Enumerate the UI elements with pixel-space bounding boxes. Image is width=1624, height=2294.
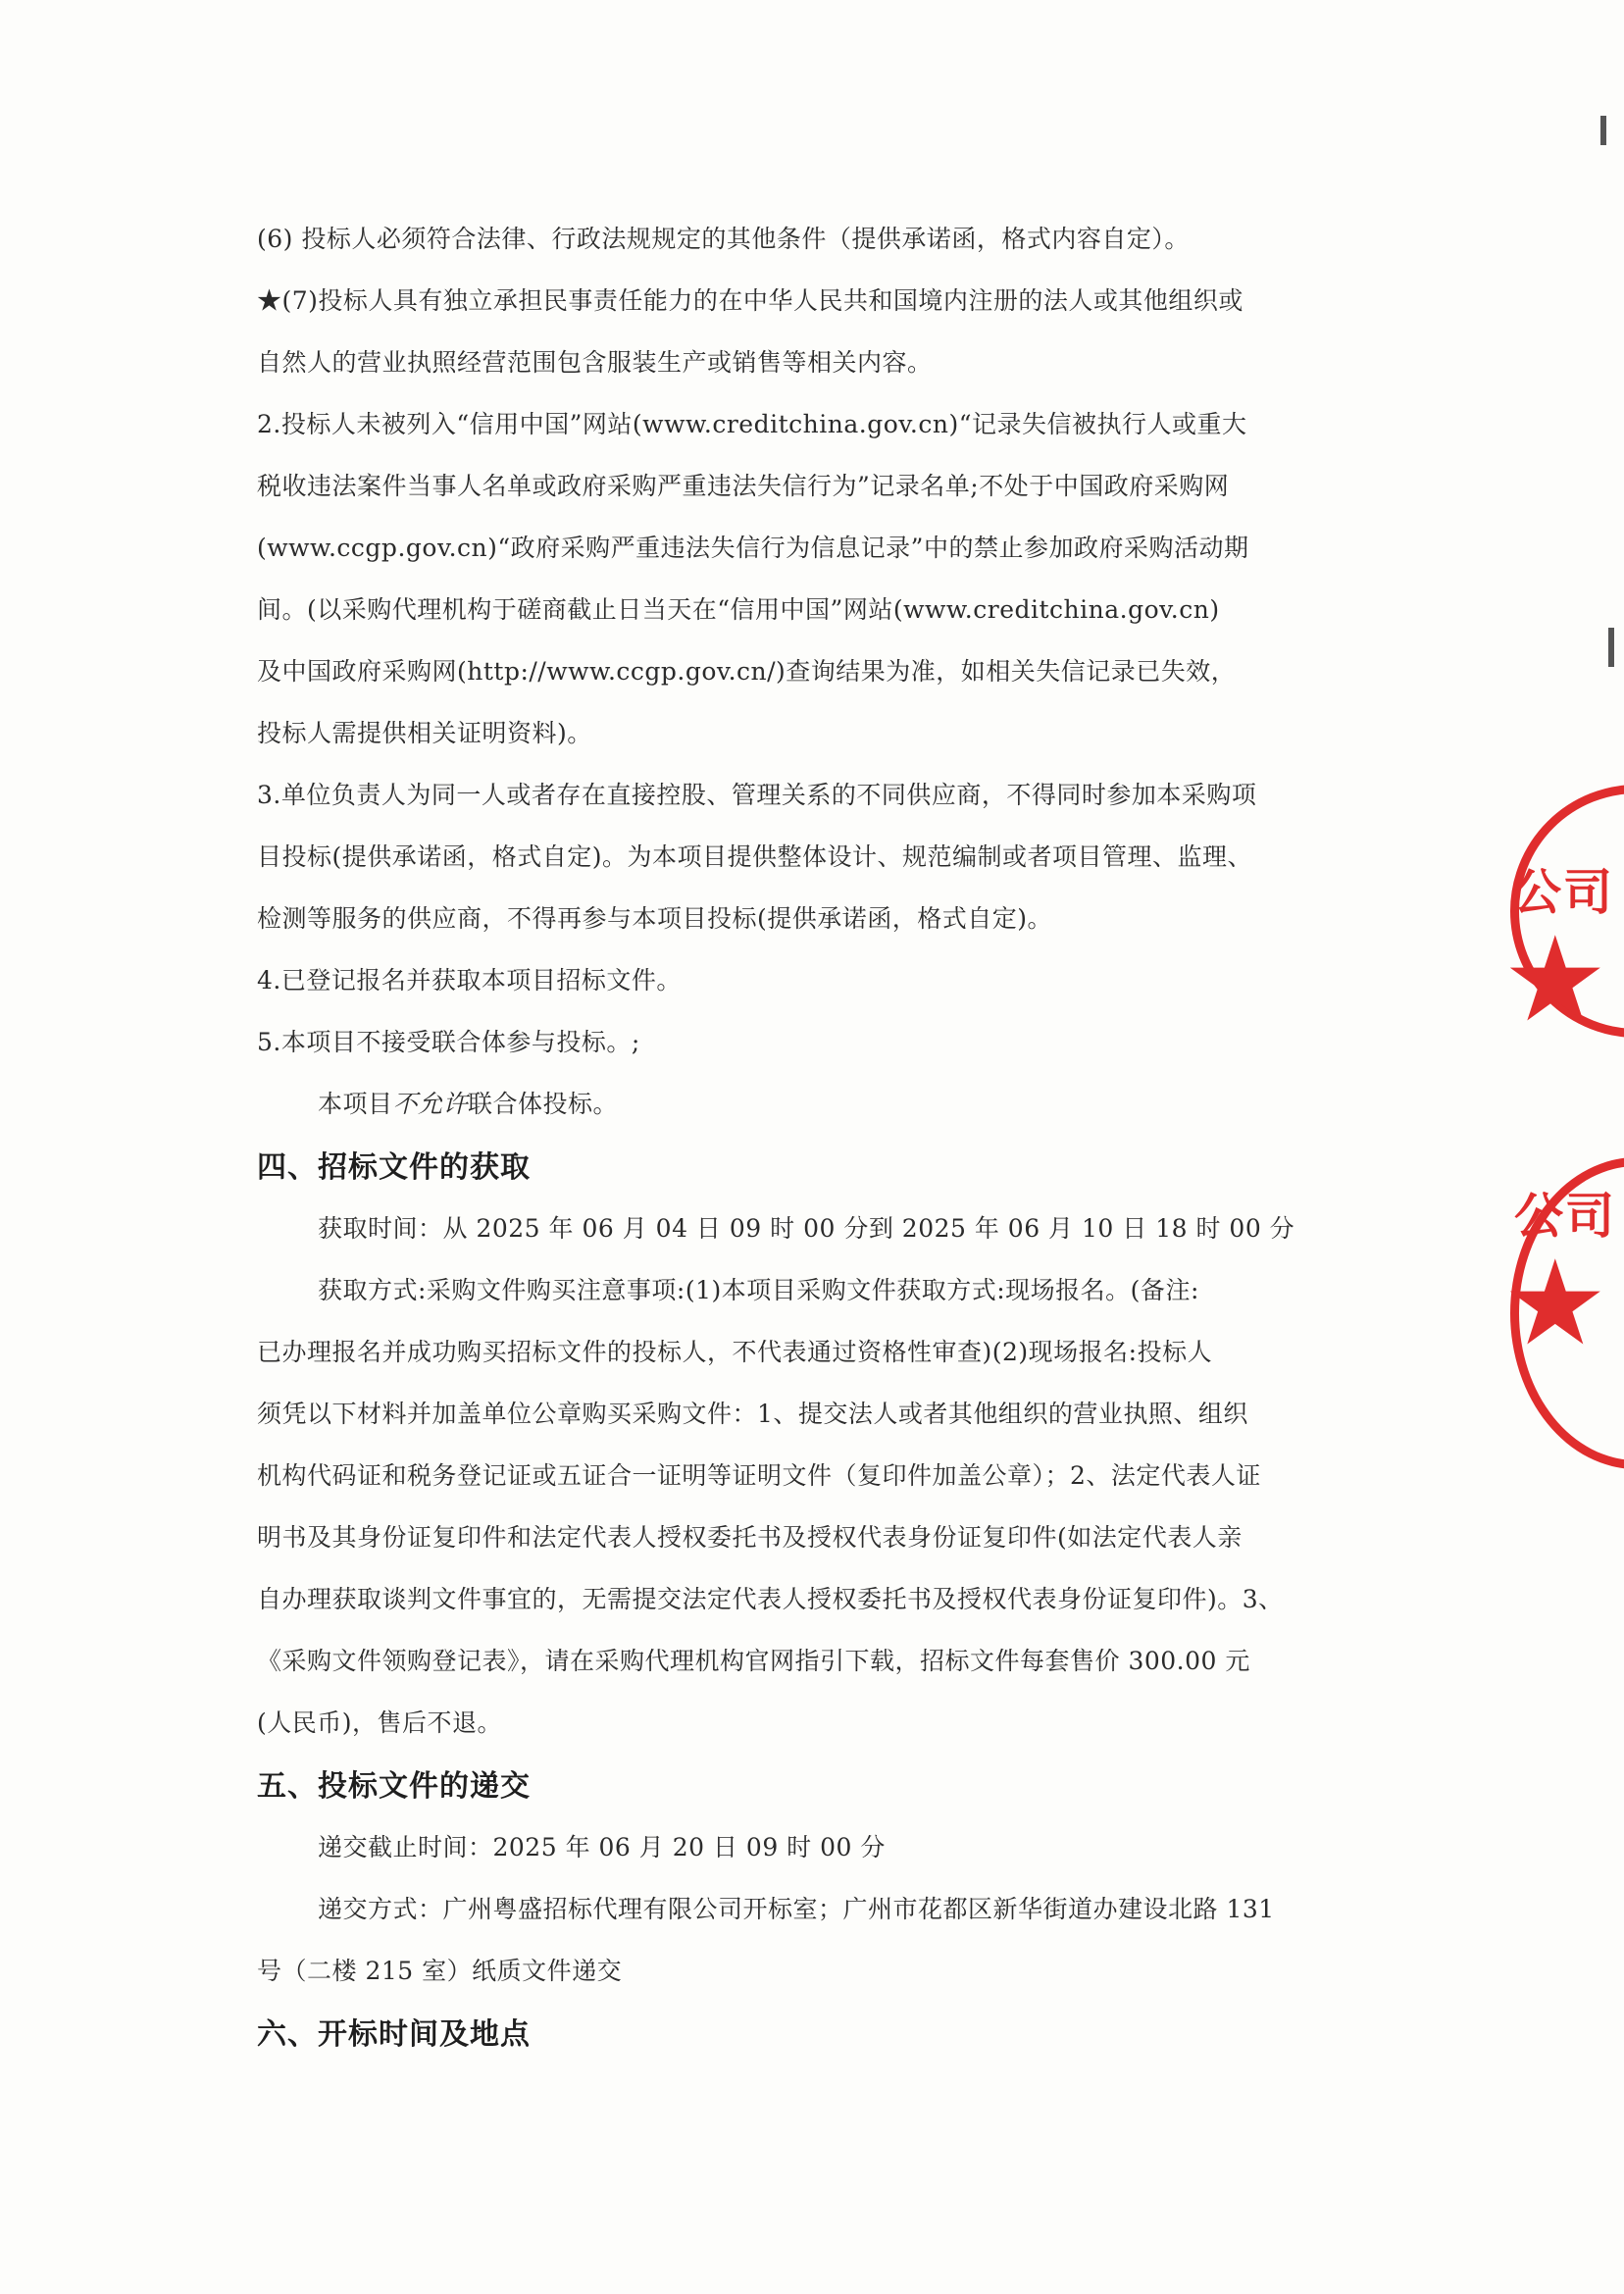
consortium-prefix: 本项目 bbox=[318, 1090, 393, 1118]
seal-text-bottom: 公司 bbox=[1514, 1188, 1616, 1245]
text-line: 自然人的营业执照经营范围包含服装生产或销售等相关内容。 bbox=[257, 348, 933, 377]
text-line: 间。(以采购代理机构于磋商截止日当天在“信用中国”网站(www.creditchina.gov.cn) bbox=[257, 595, 1220, 624]
text-line: (www.ccgp.gov.cn)“政府采购严重违法失信行为信息记录”中的禁止参加政府采购活动期 bbox=[257, 534, 1249, 562]
acquire-time: 获取时间：从 2025 年 06 月 04 日 09 时 00 分到 2025 年 06 月 10 日 18 时 00 分 bbox=[318, 1214, 1295, 1243]
text-line: (人民币)，售后不退。 bbox=[257, 1708, 503, 1737]
section-heading-4: 四、招标文件的获取 bbox=[257, 1150, 531, 1185]
text-line: 已办理报名并成功购买招标文件的投标人，不代表通过资格性审查)(2)现场报名:投标人 bbox=[257, 1338, 1213, 1366]
seal-star-icon: ★ bbox=[1502, 912, 1608, 1048]
text-line: 《采购文件领购登记表》，请在采购代理机构官网指引下载，招标文件每套售价 300.00 元 bbox=[257, 1647, 1250, 1675]
text-line: 投标人需提供相关证明资料)。 bbox=[257, 719, 592, 747]
scan-edge-mark bbox=[1600, 116, 1606, 145]
text-line: 4.已登记报名并获取本项目招标文件。 bbox=[257, 966, 682, 994]
text-line: 3.单位负责人为同一人或者存在直接控股、管理关系的不同供应商，不得同时参加本采购项 bbox=[257, 781, 1257, 809]
text-line: 2.投标人未被列入“信用中国”网站(www.creditchina.gov.cn)“记录失信被执行人或重大 bbox=[257, 410, 1247, 438]
submit-method-cont: 号（二楼 215 室）纸质文件递交 bbox=[257, 1957, 623, 1985]
text-line: 自办理获取谈判文件事宜的，无需提交法定代表人授权委托书及授权代表身份证复印件)。3、 bbox=[257, 1585, 1284, 1613]
seal-star-icon: ★ bbox=[1502, 1236, 1608, 1372]
text-line: ★(7)投标人具有独立承担民事责任能力的在中华人民共和国境内注册的法人或其他组织或 bbox=[257, 286, 1243, 315]
seal-text-top: 公司 bbox=[1512, 864, 1614, 921]
consortium-line bbox=[257, 1089, 1365, 1120]
seal-stamp bbox=[1481, 785, 1624, 1569]
submit-deadline: 递交截止时间：2025 年 06 月 20 日 09 时 00 分 bbox=[318, 1833, 886, 1861]
scan-edge-mark bbox=[1608, 628, 1614, 667]
consortium-suffix: 联合体投标。 bbox=[468, 1090, 619, 1118]
text-line: 目投标(提供承诺函，格式自定)。为本项目提供整体设计、规范编制或者项目管理、监理、 bbox=[257, 842, 1253, 871]
text-line: 获取方式:采购文件购买注意事项:(1)本项目采购文件获取方式:现场报名。(备注: bbox=[318, 1276, 1199, 1304]
text-line: 明书及其身份证复印件和法定代表人授权委托书及授权代表身份证复印件(如法定代表人亲 bbox=[257, 1523, 1243, 1552]
text-line: 机构代码证和税务登记证或五证合一证明等证明文件（复印件加盖公章）；2、法定代表人证 bbox=[257, 1461, 1261, 1490]
consortium-italic: 不允许 bbox=[392, 1090, 469, 1118]
text-line: 须凭以下材料并加盖单位公章购买采购文件：1、提交法人或者其他组织的营业执照、组织 bbox=[257, 1400, 1248, 1428]
document-body bbox=[257, 224, 1365, 2080]
text-line: 检测等服务的供应商，不得再参与本项目投标(提供承诺函，格式自定)。 bbox=[257, 904, 1053, 933]
text-line: 税收违法案件当事人名单或政府采购严重违法失信行为”记录名单;不处于中国政府采购网 bbox=[257, 472, 1230, 500]
text-line: (6) 投标人必须符合法律、行政法规规定的其他条件（提供承诺函，格式内容自定）。 bbox=[257, 225, 1190, 253]
text-line: 5.本项目不接受联合体参与投标。; bbox=[257, 1028, 640, 1056]
section-heading-5: 五、投标文件的递交 bbox=[257, 1769, 531, 1804]
text-line: 及中国政府采购网(http://www.ccgp.gov.cn/)查询结果为准，如相关失信记录已失效， bbox=[257, 657, 1237, 686]
section-heading-6: 六、开标时间及地点 bbox=[257, 2017, 531, 2052]
submit-method: 递交方式：广州粤盛招标代理有限公司开标室；广州市花都区新华街道办建设北路 131 bbox=[318, 1895, 1275, 1923]
